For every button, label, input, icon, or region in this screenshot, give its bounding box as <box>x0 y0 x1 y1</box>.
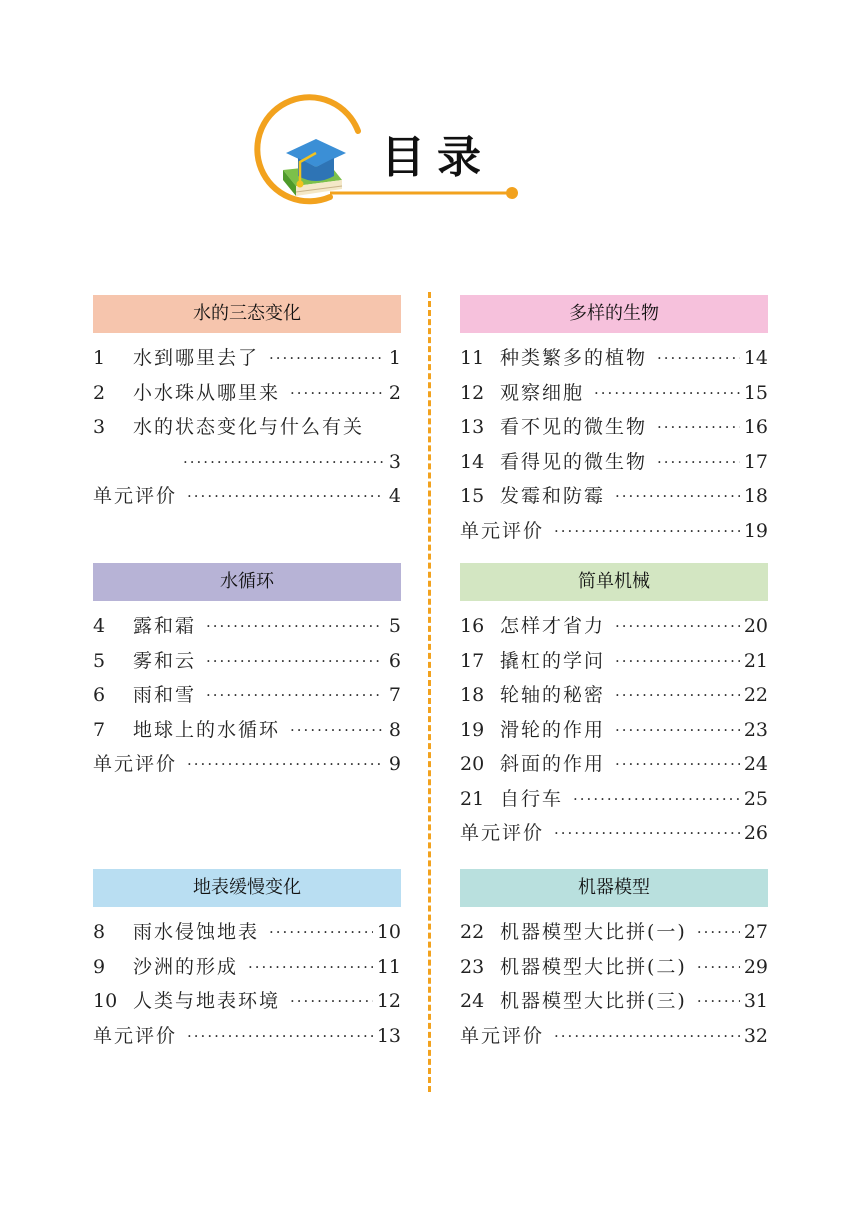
leader-dots <box>615 479 740 514</box>
section-header: 地表缓慢变化 <box>93 869 401 907</box>
leader-dots <box>697 915 740 950</box>
toc-entry[interactable] <box>460 376 768 411</box>
entry-number: 16 <box>460 615 485 637</box>
toc-entry[interactable] <box>93 644 401 679</box>
entry-page: 20 <box>743 615 768 637</box>
leader-dots <box>187 747 383 782</box>
entry-page: 2 <box>388 381 401 404</box>
entry-number: 7 <box>93 718 106 741</box>
page-title: 目录 <box>381 132 493 183</box>
leader-dots <box>269 915 373 950</box>
entry-label: 雨和雪 <box>133 684 197 706</box>
entry-label: 撬杠的学问 <box>500 649 606 672</box>
entry-page: 1 <box>388 347 401 369</box>
entry-page: 17 <box>743 450 768 473</box>
section-water-states <box>93 295 401 514</box>
entry-label: 地球上的水循环 <box>133 718 281 741</box>
entry-number: 9 <box>93 955 106 978</box>
entry-number: 22 <box>460 921 485 943</box>
leader-dots <box>615 609 740 644</box>
entry-label: 水的状态变化与什么有关 <box>133 416 365 438</box>
toc-entry-unit-review[interactable] <box>93 747 401 782</box>
leader-dots <box>187 479 383 514</box>
toc-entry[interactable] <box>93 984 401 1019</box>
entry-label: 小水珠从哪里来 <box>133 381 281 404</box>
entry-label: 水到哪里去了 <box>133 347 260 369</box>
toc-entry[interactable] <box>460 915 768 950</box>
entry-page: 6 <box>388 649 401 672</box>
entry-page: 24 <box>743 753 768 775</box>
entry-number: 14 <box>460 450 485 473</box>
leader-dots <box>615 644 740 679</box>
toc-entry[interactable] <box>460 984 768 1019</box>
leader-dots <box>697 984 740 1019</box>
leader-dots <box>697 950 740 985</box>
entry-label: 斜面的作用 <box>500 753 606 775</box>
toc-entry[interactable] <box>460 609 768 644</box>
entry-number: 10 <box>93 990 118 1012</box>
entry-page: 23 <box>743 718 768 741</box>
entry-label: 观察细胞 <box>500 381 585 404</box>
leader-dots <box>206 644 383 679</box>
toc-entry-continued[interactable] <box>93 445 401 480</box>
leader-dots <box>615 713 740 748</box>
page-header <box>0 0 860 260</box>
entry-page: 27 <box>743 921 768 943</box>
entry-page: 3 <box>388 450 401 473</box>
section-simple-machines <box>460 563 768 851</box>
entry-number: 4 <box>93 615 106 637</box>
entry-page: 19 <box>743 519 768 542</box>
entry-number: 12 <box>460 381 485 404</box>
leader-dots <box>206 678 383 713</box>
entry-label: 露和霜 <box>133 615 197 637</box>
toc-entry-unit-review[interactable] <box>93 479 401 514</box>
entry-label: 雨水侵蚀地表 <box>133 921 260 943</box>
entry-page: 14 <box>743 347 768 369</box>
entry-number: 2 <box>93 381 106 404</box>
toc-entry[interactable] <box>93 376 401 411</box>
entry-label: 轮轴的秘密 <box>500 684 606 706</box>
entry-number: 8 <box>93 921 106 943</box>
toc-entry[interactable] <box>460 410 768 445</box>
entry-label: 看不见的微生物 <box>500 416 648 438</box>
toc-entry-unit-review[interactable] <box>93 1019 401 1054</box>
toc-entry[interactable] <box>93 915 401 950</box>
entry-label: 滑轮的作用 <box>500 718 606 741</box>
entry-label: 单元评价 <box>93 1024 178 1047</box>
leader-dots <box>594 376 740 411</box>
entry-label: 机器模型大比拼(三) <box>500 990 687 1012</box>
toc-entry[interactable] <box>93 410 401 445</box>
entry-page: 15 <box>743 381 768 404</box>
leader-dots <box>290 713 383 748</box>
entry-label: 怎样才省力 <box>500 615 606 637</box>
leader-dots <box>554 514 740 549</box>
entry-number: 6 <box>93 684 106 706</box>
entry-page: 5 <box>388 615 401 637</box>
entry-page: 22 <box>743 684 768 706</box>
entry-number: 13 <box>460 416 485 438</box>
leader-dots <box>554 1019 740 1054</box>
entry-label: 看得见的微生物 <box>500 450 648 473</box>
entry-number: 17 <box>460 649 485 672</box>
entry-page: 18 <box>743 485 768 507</box>
entry-label: 种类繁多的植物 <box>500 347 648 369</box>
entry-page: 26 <box>743 822 768 844</box>
entry-label: 沙洲的形成 <box>133 955 239 978</box>
section-surface-change <box>93 869 401 1053</box>
entry-label: 单元评价 <box>460 822 545 844</box>
entry-page: 16 <box>743 416 768 438</box>
toc-entry[interactable] <box>93 678 401 713</box>
entry-page: 13 <box>376 1024 401 1047</box>
entry-page: 11 <box>376 955 401 978</box>
leader-dots <box>183 445 383 480</box>
toc-entry[interactable] <box>460 747 768 782</box>
entry-number: 15 <box>460 485 485 507</box>
toc-entry[interactable] <box>460 950 768 985</box>
toc-entry[interactable] <box>93 341 401 376</box>
toc-entry-unit-review[interactable] <box>460 816 768 851</box>
section-header: 水的三态变化 <box>93 295 401 333</box>
entry-number: 24 <box>460 990 485 1012</box>
section-header: 机器模型 <box>460 869 768 907</box>
entry-page: 32 <box>743 1024 768 1047</box>
leader-dots <box>187 1019 373 1054</box>
leader-dots <box>269 341 383 376</box>
column-divider <box>428 292 431 1092</box>
entry-number: 11 <box>460 347 485 369</box>
entry-label: 单元评价 <box>460 519 545 542</box>
entry-label: 单元评价 <box>460 1024 545 1047</box>
entry-page: 21 <box>743 649 768 672</box>
entry-page: 29 <box>743 955 768 978</box>
leader-dots <box>657 410 740 445</box>
entry-page: 31 <box>743 990 768 1012</box>
entry-number: 23 <box>460 955 485 978</box>
section-header: 水循环 <box>93 563 401 601</box>
entry-label: 雾和云 <box>133 649 197 672</box>
entry-label: 单元评价 <box>93 753 178 775</box>
leader-dots <box>248 950 373 985</box>
entry-number: 21 <box>460 787 485 810</box>
toc-entry[interactable] <box>460 782 768 817</box>
entry-label: 单元评价 <box>93 485 178 507</box>
leader-dots <box>290 984 373 1019</box>
entry-label: 机器模型大比拼(一) <box>500 921 687 943</box>
leader-dots <box>657 341 740 376</box>
toc-entry[interactable] <box>460 644 768 679</box>
leader-dots <box>657 445 740 480</box>
toc-entry[interactable] <box>460 678 768 713</box>
entry-page: 25 <box>743 787 768 810</box>
entry-number: 1 <box>93 347 106 369</box>
section-header: 简单机械 <box>460 563 768 601</box>
toc-entry[interactable] <box>93 609 401 644</box>
entry-page: 12 <box>376 990 401 1012</box>
section-diverse-life <box>460 295 768 548</box>
toc-entry-unit-review[interactable] <box>460 514 768 549</box>
entry-label: 发霉和防霉 <box>500 485 606 507</box>
entry-page: 9 <box>388 753 401 775</box>
toc-entry[interactable] <box>460 445 768 480</box>
entry-page: 10 <box>376 921 401 943</box>
entry-page: 4 <box>388 485 401 507</box>
leader-dots <box>615 747 740 782</box>
entry-number: 19 <box>460 718 485 741</box>
toc-entry[interactable] <box>93 950 401 985</box>
entry-page: 7 <box>388 684 401 706</box>
toc-entry[interactable] <box>93 713 401 748</box>
section-water-cycle <box>93 563 401 782</box>
section-machine-models <box>460 869 768 1053</box>
leader-dots <box>554 816 740 851</box>
entry-number: 18 <box>460 684 485 706</box>
leader-dots <box>615 678 740 713</box>
toc-entry[interactable] <box>460 479 768 514</box>
entry-label: 人类与地表环境 <box>133 990 281 1012</box>
entry-number: 3 <box>93 416 106 438</box>
leader-dots <box>290 376 383 411</box>
toc-entry[interactable] <box>460 713 768 748</box>
leader-dots <box>206 609 383 644</box>
leader-dots <box>573 782 740 817</box>
section-header: 多样的生物 <box>460 295 768 333</box>
entry-page: 8 <box>388 718 401 741</box>
entry-number: 20 <box>460 753 485 775</box>
entry-label: 自行车 <box>500 787 564 810</box>
toc-entry[interactable] <box>460 341 768 376</box>
toc-entry-unit-review[interactable] <box>460 1019 768 1054</box>
entry-number: 5 <box>93 649 106 672</box>
entry-label: 机器模型大比拼(二) <box>500 955 687 978</box>
